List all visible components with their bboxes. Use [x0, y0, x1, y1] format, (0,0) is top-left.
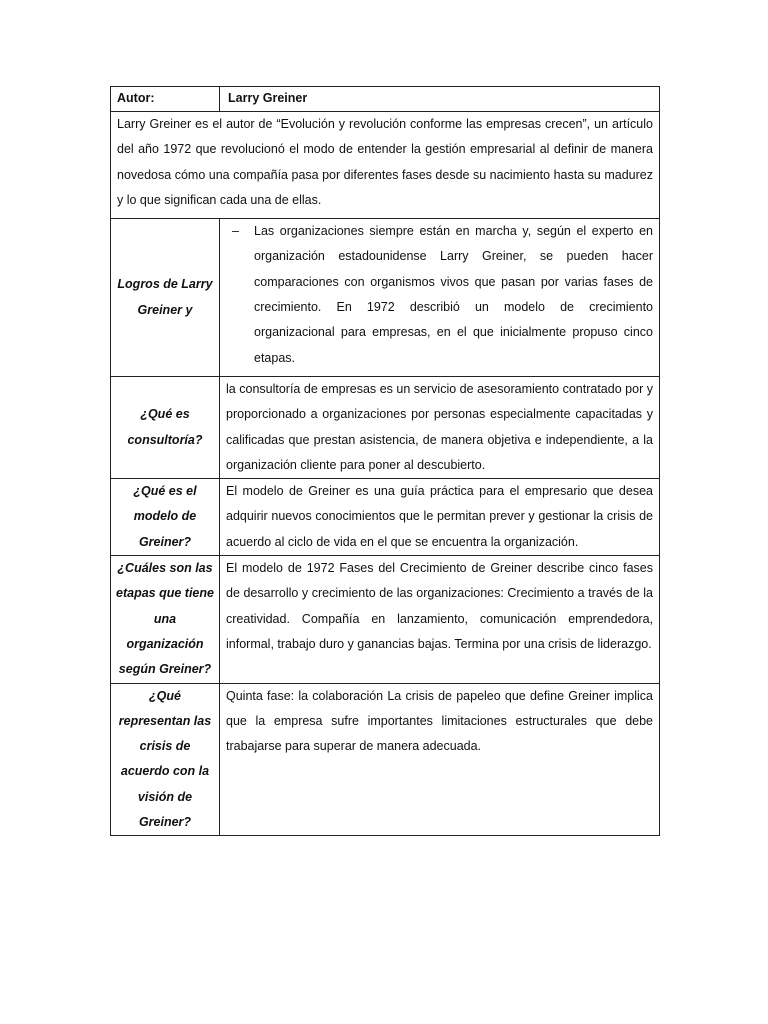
intro-row	[111, 112, 660, 219]
author-name: Larry Greiner	[220, 87, 660, 112]
question-cell: ¿Qué es el modelo de Greiner?	[111, 479, 220, 556]
answer-cell: Quinta fase: la colaboración La crisis de papeleo que define Greiner implica que la empresa sufre importantes limitaciones estructurales que debe trabajarse para superar de manera adecuada.	[220, 683, 660, 836]
question-cell: ¿Cuáles son las etapas que tiene una organización según Greiner?	[111, 556, 220, 683]
table-row	[111, 683, 660, 836]
answer-cell: El modelo de Greiner es una guía práctica para el empresario que desea adquirir nuevos conocimientos que le permitan prever y gestionar la crisis de acuerdo al ciclo de vida en el que se encuentra la organización.	[220, 479, 660, 556]
answer-cell: El modelo de 1972 Fases del Crecimiento de Greiner describe cinco fases de desarrollo y crecimiento de las organizaciones: Crecimiento a través de la creatividad. Compañía en lanzamiento, comunicación emprendedora, informal, trabajo duro y ganancias bajas. Termina por una crisis de liderazgo.	[220, 556, 660, 683]
question-cell: ¿Qué representan las crisis de acuerdo con la visión de Greiner?	[111, 683, 220, 836]
question-cell: ¿Qué es consultoría?	[111, 376, 220, 478]
header-row	[111, 87, 660, 112]
answer-text: Las organizaciones siempre están en marcha y, según el experto en organización estadounidense Larry Greiner, se pueden hacer comparaciones con organismos vivos que pasan por varias fases de crecimiento. En 1972 describió un modelo de crecimiento organizacional para empresas, en el que inicialmente propuso cinco etapas.	[254, 224, 653, 365]
answer-cell	[220, 219, 660, 377]
author-label: Autor:	[111, 87, 220, 112]
bullet-dash: –	[232, 224, 239, 239]
answer-cell: la consultoría de empresas es un servicio de asesoramiento contratado por y proporcionado a organizaciones por personas especialmente capacitadas y calificadas que prestan asistencia, de manera objetiva e independiente, a la organización cliente para poner al descubierto.	[220, 376, 660, 478]
author-table	[110, 86, 660, 836]
table-row	[111, 556, 660, 683]
question-cell: Logros de Larry Greiner y	[111, 219, 220, 377]
table-row	[111, 479, 660, 556]
table-row	[111, 376, 660, 478]
table-row	[111, 219, 660, 377]
intro-paragraph: Larry Greiner es el autor de “Evolución y revolución conforme las empresas crecen”, un artículo del año 1972 que revolucionó el modo de entender la gestión empresarial al definir de manera novedosa cómo una compañía pasa por diferentes fases desde su nacimiento hasta su madurez y lo que significan cada una de ellas.	[111, 112, 660, 219]
